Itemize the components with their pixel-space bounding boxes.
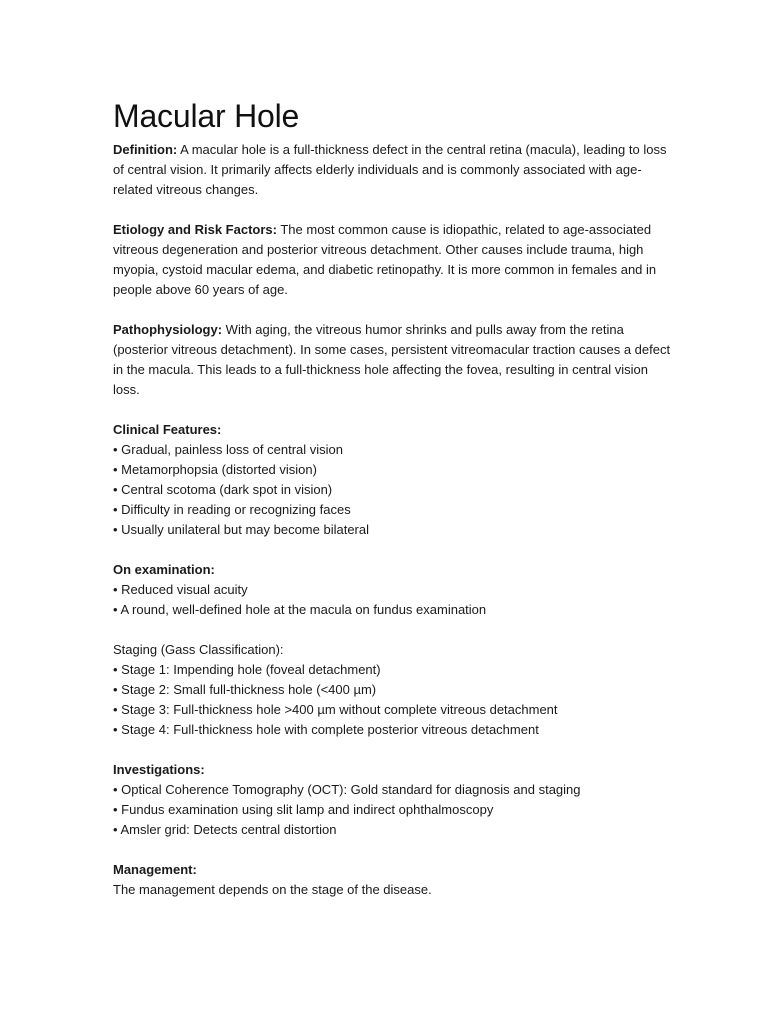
list-item: • A round, well-defined hole at the macula on fundus examination	[113, 602, 487, 617]
management-text: The management depends on the stage of the disease.	[113, 882, 432, 897]
etiology-paragraph	[113, 220, 673, 300]
staging-list	[113, 660, 673, 740]
examination-list	[113, 580, 673, 620]
clinical-features-list	[113, 440, 673, 540]
definition-paragraph	[113, 140, 673, 200]
etiology-label: Etiology and Risk Factors:	[113, 222, 277, 237]
examination-section	[113, 560, 673, 620]
investigations-section	[113, 760, 673, 840]
list-item: • Metamorphopsia (distorted vision)	[113, 462, 317, 477]
list-item: • Stage 3: Full-thickness hole >400 µm without complete vitreous detachment	[113, 702, 558, 717]
clinical-features-section	[113, 420, 673, 540]
definition-text: A macular hole is a full-thickness defect in the central retina (macula), leading to loss of central vision. It primarily affects elderly individuals and is commonly associated with age-related vitreous changes.	[113, 142, 667, 197]
examination-heading: On examination:	[113, 562, 215, 577]
definition-label: Definition:	[113, 142, 178, 157]
list-item: • Central scotoma (dark spot in vision)	[113, 482, 333, 497]
staging-heading: Staging (Gass Classification):	[113, 642, 284, 657]
investigations-heading: Investigations:	[113, 762, 205, 777]
clinical-features-heading: Clinical Features:	[113, 422, 222, 437]
document-page	[113, 96, 673, 920]
management-section	[113, 860, 673, 900]
staging-section	[113, 640, 673, 740]
list-item: • Reduced visual acuity	[113, 582, 248, 597]
list-item: • Stage 1: Impending hole (foveal detachment)	[113, 662, 381, 677]
list-item: • Usually unilateral but may become bilateral	[113, 522, 370, 537]
list-item: • Amsler grid: Detects central distortion	[113, 822, 337, 837]
list-item: • Fundus examination using slit lamp and indirect ophthalmoscopy	[113, 802, 494, 817]
list-item: • Difficulty in reading or recognizing faces	[113, 502, 351, 517]
pathophysiology-label: Pathophysiology:	[113, 322, 223, 337]
list-item: • Stage 4: Full-thickness hole with complete posterior vitreous detachment	[113, 722, 539, 737]
management-heading: Management:	[113, 862, 197, 877]
list-item: • Gradual, painless loss of central vision	[113, 442, 343, 457]
pathophysiology-text: With aging, the vitreous humor shrinks and pulls away from the retina (posterior vitreous detachment). In some cases, persistent vitreomacular traction causes a defect in the macula. This leads to a full-thickness hole affecting the fovea, resulting in central vision loss.	[113, 322, 671, 397]
investigations-list	[113, 780, 673, 840]
pathophysiology-paragraph	[113, 320, 673, 400]
list-item: • Optical Coherence Tomography (OCT): Gold standard for diagnosis and staging	[113, 782, 581, 797]
page-title: Macular Hole	[113, 98, 300, 134]
etiology-text: The most common cause is idiopathic, related to age-associated vitreous degeneration and posterior vitreous detachment. Other causes include trauma, high myopia, cystoid macular edema, and diabetic retinopathy. It is more common in females and in people above 60 years of age.	[113, 222, 657, 297]
list-item: • Stage 2: Small full-thickness hole (<400 µm)	[113, 682, 377, 697]
